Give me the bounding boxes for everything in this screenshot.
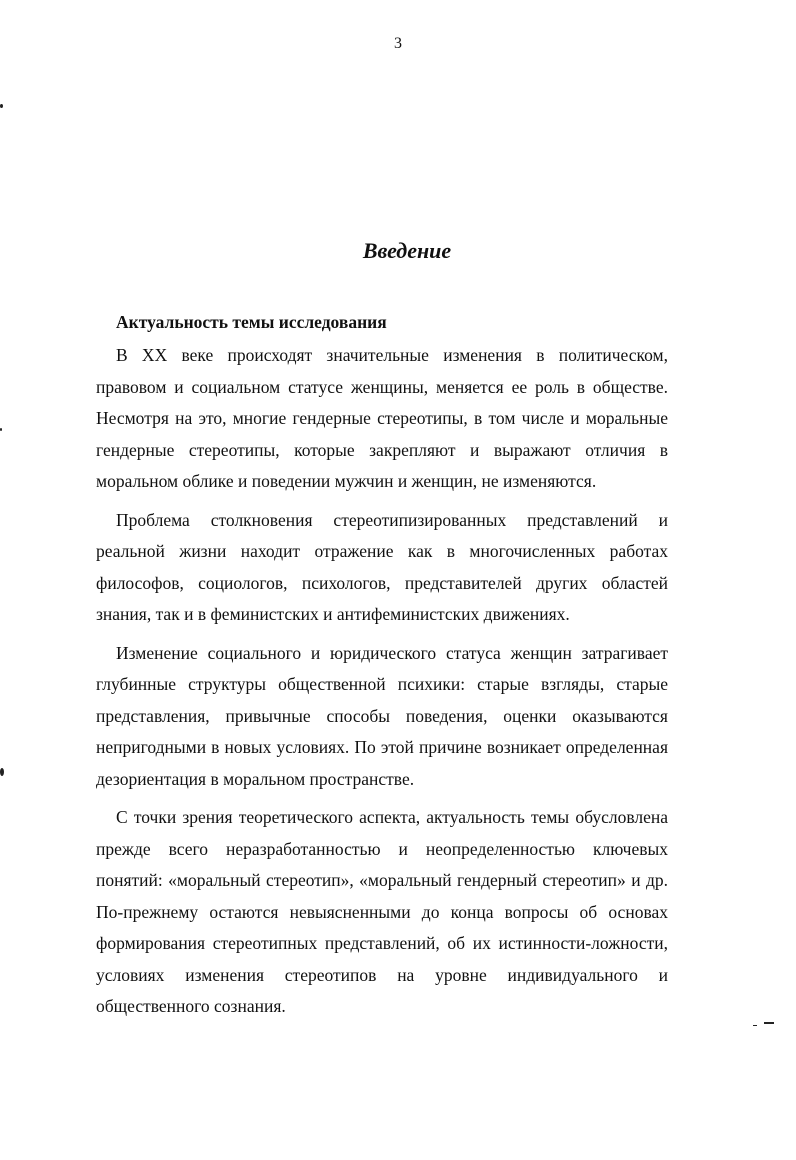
paragraph: Проблема столкновения стереотипизированных представлений и реальной жизни находит отражение как в многочисленных работах философов, социологов, психологов, представителей других областей знания, так и в феминистских и антифеминистских движениях. bbox=[96, 509, 668, 624]
scan-artifact bbox=[0, 428, 2, 431]
scan-artifact bbox=[0, 768, 4, 776]
page-number: 3 bbox=[394, 35, 402, 52]
scan-artifact bbox=[764, 1022, 774, 1024]
paragraph: Изменение социального и юридического статуса женщин затрагивает глубинные структуры общественной психики: старые взгляды, старые представления, привычные способы поведения, оценки оказываются непригодными в новых условиях. По этой причине возникает определенная дезориентация в моральном пространстве. bbox=[96, 642, 668, 789]
subsection-title: Актуальность темы исследования bbox=[116, 312, 387, 332]
scan-artifact bbox=[0, 104, 3, 108]
section-title: Введение bbox=[362, 238, 452, 263]
scan-artifact bbox=[753, 1025, 757, 1026]
paragraph: В XX веке происходят значительные изменения в политическом, правовом и социальном статусе женщины, меняется ее роль в обществе. Несмотря на это, многие гендерные стереотипы, в том числе и моральные гендерные стереотипы, которые закрепляют и выражают отличия в моральном облике и поведении мужчин и женщин, не изменяются. bbox=[96, 345, 668, 491]
paragraph: С точки зрения теоретического аспекта, актуальность темы обусловлена прежде всего неразработанностью и неопределенностью ключевых понятий: «моральный стереотип», «моральный гендерный стереотип» и др. По-прежнему остаются невыясненными до конца вопросы об основах формирования стереотипных представлений, об их истинности-ложности, условиях изменения стереотипов на уровне индивидуального и общественного сознания. bbox=[96, 807, 668, 1016]
body-text bbox=[96, 310, 668, 1030]
